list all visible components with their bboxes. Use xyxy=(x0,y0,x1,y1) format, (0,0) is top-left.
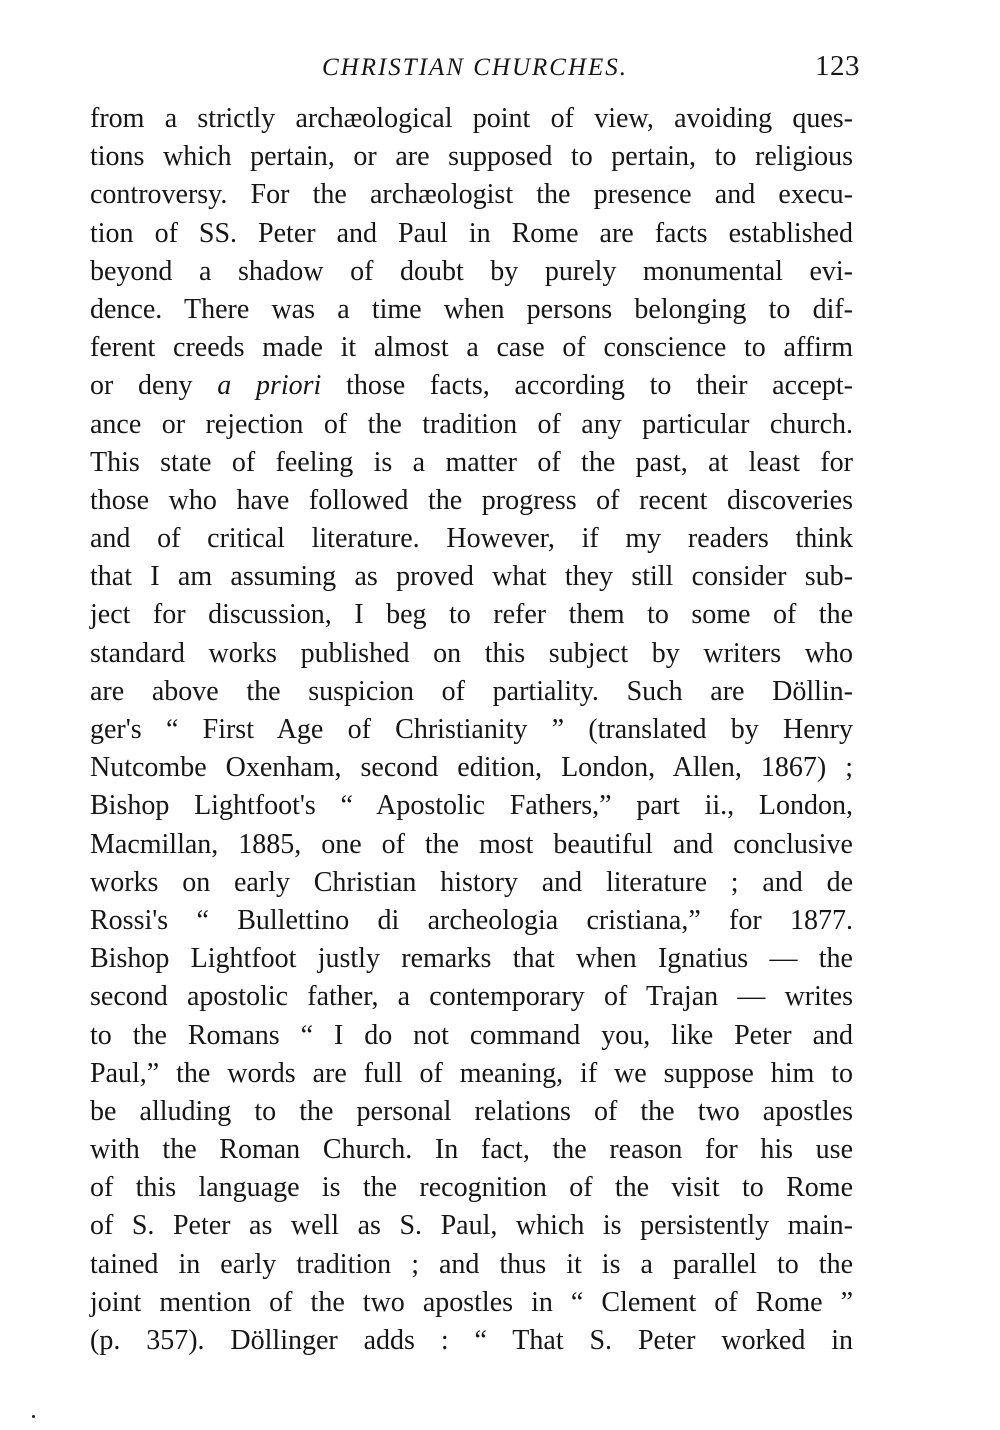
text-line: second apostolic father, a contemporary of Trajan — writes xyxy=(90,981,853,1013)
text-line: controversy. For the archæologist the presence and execu- xyxy=(90,179,853,211)
text-line: Bishop Lightfoot's “ Apostolic Fathers,” part ii., London, xyxy=(90,790,853,822)
text-line: standard works published on this subject by writers who xyxy=(90,637,853,669)
text-line: from a strictly archæological point of view, avoiding ques- xyxy=(90,103,853,134)
text-line: ance or rejection of the tradition of any particular church. xyxy=(90,408,853,440)
italic-phrase: a priori xyxy=(217,370,322,402)
body-text xyxy=(90,100,853,1360)
text-line: be alluding to the personal relations of the two apostles xyxy=(90,1095,853,1127)
text-line: of this language is the recognition of the visit to Rome xyxy=(90,1172,853,1204)
text-line: Macmillan, 1885, one of the most beautiful and conclusive xyxy=(90,828,853,860)
text-line: tained in early tradition ; and thus it is a parallel to the xyxy=(90,1248,853,1280)
text-line: Rossi's “ Bullettino di archeologia cristiana,” for 1877. xyxy=(90,904,853,936)
text-line: tion of SS. Peter and Paul in Rome are facts established xyxy=(90,217,853,249)
text-line: beyond a shadow of doubt by purely monumental evi- xyxy=(90,255,853,287)
text-line: are above the suspicion of partiality. Such are Döllin- xyxy=(90,675,853,707)
text-line: tions which pertain, or are supposed to pertain, to religious xyxy=(90,141,853,173)
text-line: and of critical literature. However, if my readers think xyxy=(90,523,853,555)
text-line: Paul,” the words are full of meaning, if we suppose him to xyxy=(90,1057,853,1089)
text-line: Nutcombe Oxenham, second edition, London, Allen, 1867) ; xyxy=(90,752,853,784)
text-line: ferent creeds made it almost a case of conscience to affirm xyxy=(90,332,853,364)
text-line: of S. Peter as well as S. Paul, which is persistently main- xyxy=(90,1210,853,1242)
text-line: (p. 357). Döllinger adds : “ That S. Peter worked in xyxy=(90,1325,853,1356)
ink-speck xyxy=(32,1415,35,1418)
page-number: 123 xyxy=(815,50,860,82)
text-line: to the Romans “ I do not command you, like Peter and xyxy=(90,1019,853,1051)
text-line: ger's “ First Age of Christianity ” (translated by Henry xyxy=(90,714,853,745)
text-line: ject for discussion, I beg to refer them to some of the xyxy=(90,599,853,631)
text-line: that I am assuming as proved what they still consider sub- xyxy=(90,561,853,593)
text-line: or deny a priori those facts, according to their accept- xyxy=(90,370,853,402)
text-line: Bishop Lightfoot justly remarks that when Ignatius — the xyxy=(90,943,853,975)
text-line: those who have followed the progress of recent discoveries xyxy=(90,484,853,516)
text-line: works on early Christian history and literature ; and de xyxy=(90,866,853,898)
text-line: with the Roman Church. In fact, the reason for his use xyxy=(90,1134,853,1166)
text-line: This state of feeling is a matter of the past, at least for xyxy=(90,446,853,478)
text-line: dence. There was a time when persons belonging to dif- xyxy=(90,293,853,325)
text-line: joint mention of the two apostles in “ Clement of Rome ” xyxy=(90,1286,853,1318)
running-title: CHRISTIAN CHURCHES. xyxy=(321,54,629,81)
running-head xyxy=(90,50,860,90)
